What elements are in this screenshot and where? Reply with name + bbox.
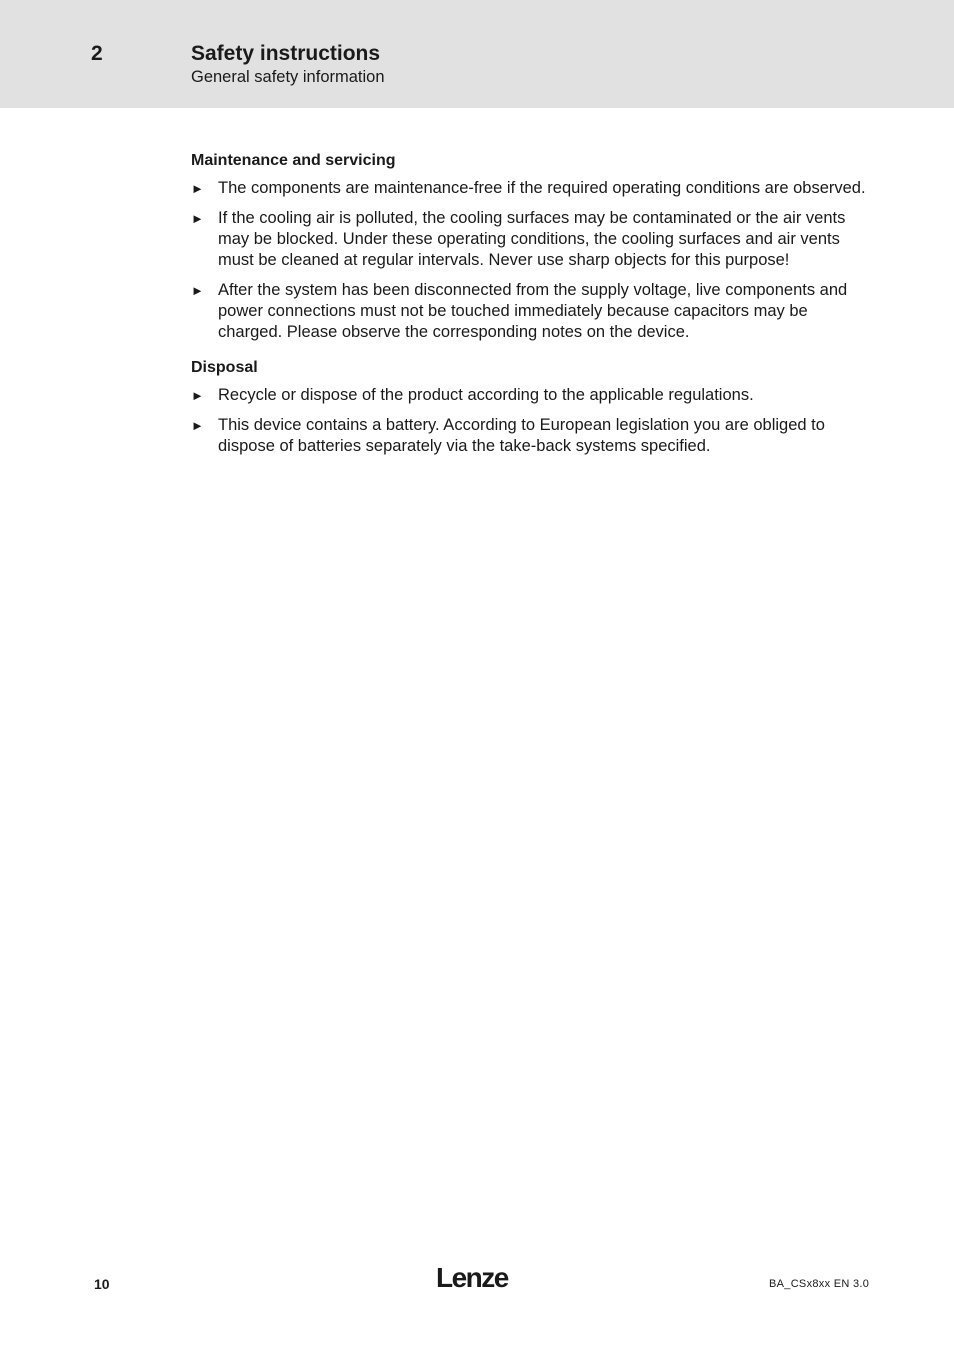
list-item-text: This device contains a battery. According to European legislation you are obliged to dispose of batteries separately via the take-back systems specified. — [218, 416, 825, 455]
chapter-title: Safety instructions — [191, 42, 381, 65]
bullet-arrow-icon: ► — [191, 283, 204, 298]
chapter-subtitle: General safety information — [191, 68, 385, 86]
list-item — [191, 208, 871, 271]
disposal-list — [191, 385, 871, 457]
bullet-arrow-icon: ► — [191, 388, 204, 403]
page-content — [191, 150, 871, 466]
list-item-text: The components are maintenance-free if the required operating conditions are observed. — [218, 179, 866, 197]
list-item-text: If the cooling air is polluted, the cooling surfaces may be contaminated or the air vents may be blocked. Under these operating conditions, the cooling surfaces and air vents must be cleaned at regular intervals. Never use sharp objects for this purpose! — [218, 209, 846, 269]
list-item-text: Recycle or dispose of the product according to the applicable regulations. — [218, 386, 754, 404]
section-heading-maintenance: Maintenance and servicing — [191, 152, 396, 169]
bullet-arrow-icon: ► — [191, 181, 204, 196]
bullet-arrow-icon: ► — [191, 418, 204, 433]
bullet-arrow-icon: ► — [191, 211, 204, 226]
list-item — [191, 178, 871, 199]
list-item — [191, 415, 871, 457]
list-item — [191, 385, 871, 406]
list-item — [191, 280, 871, 343]
document-id: BA_CSx8xx EN 3.0 — [769, 1278, 870, 1290]
section-heading-disposal: Disposal — [191, 359, 258, 376]
lenze-logo: Lenze — [436, 1262, 508, 1293]
list-item-text: After the system has been disconnected from the supply voltage, live components and power connections must not be touched immediately because capacitors may be charged. Please observe the corresponding notes on the device. — [218, 281, 848, 341]
page-number: 10 — [94, 1276, 110, 1292]
chapter-number: 2 — [91, 42, 103, 65]
maintenance-list — [191, 178, 871, 343]
header-band — [0, 0, 954, 108]
